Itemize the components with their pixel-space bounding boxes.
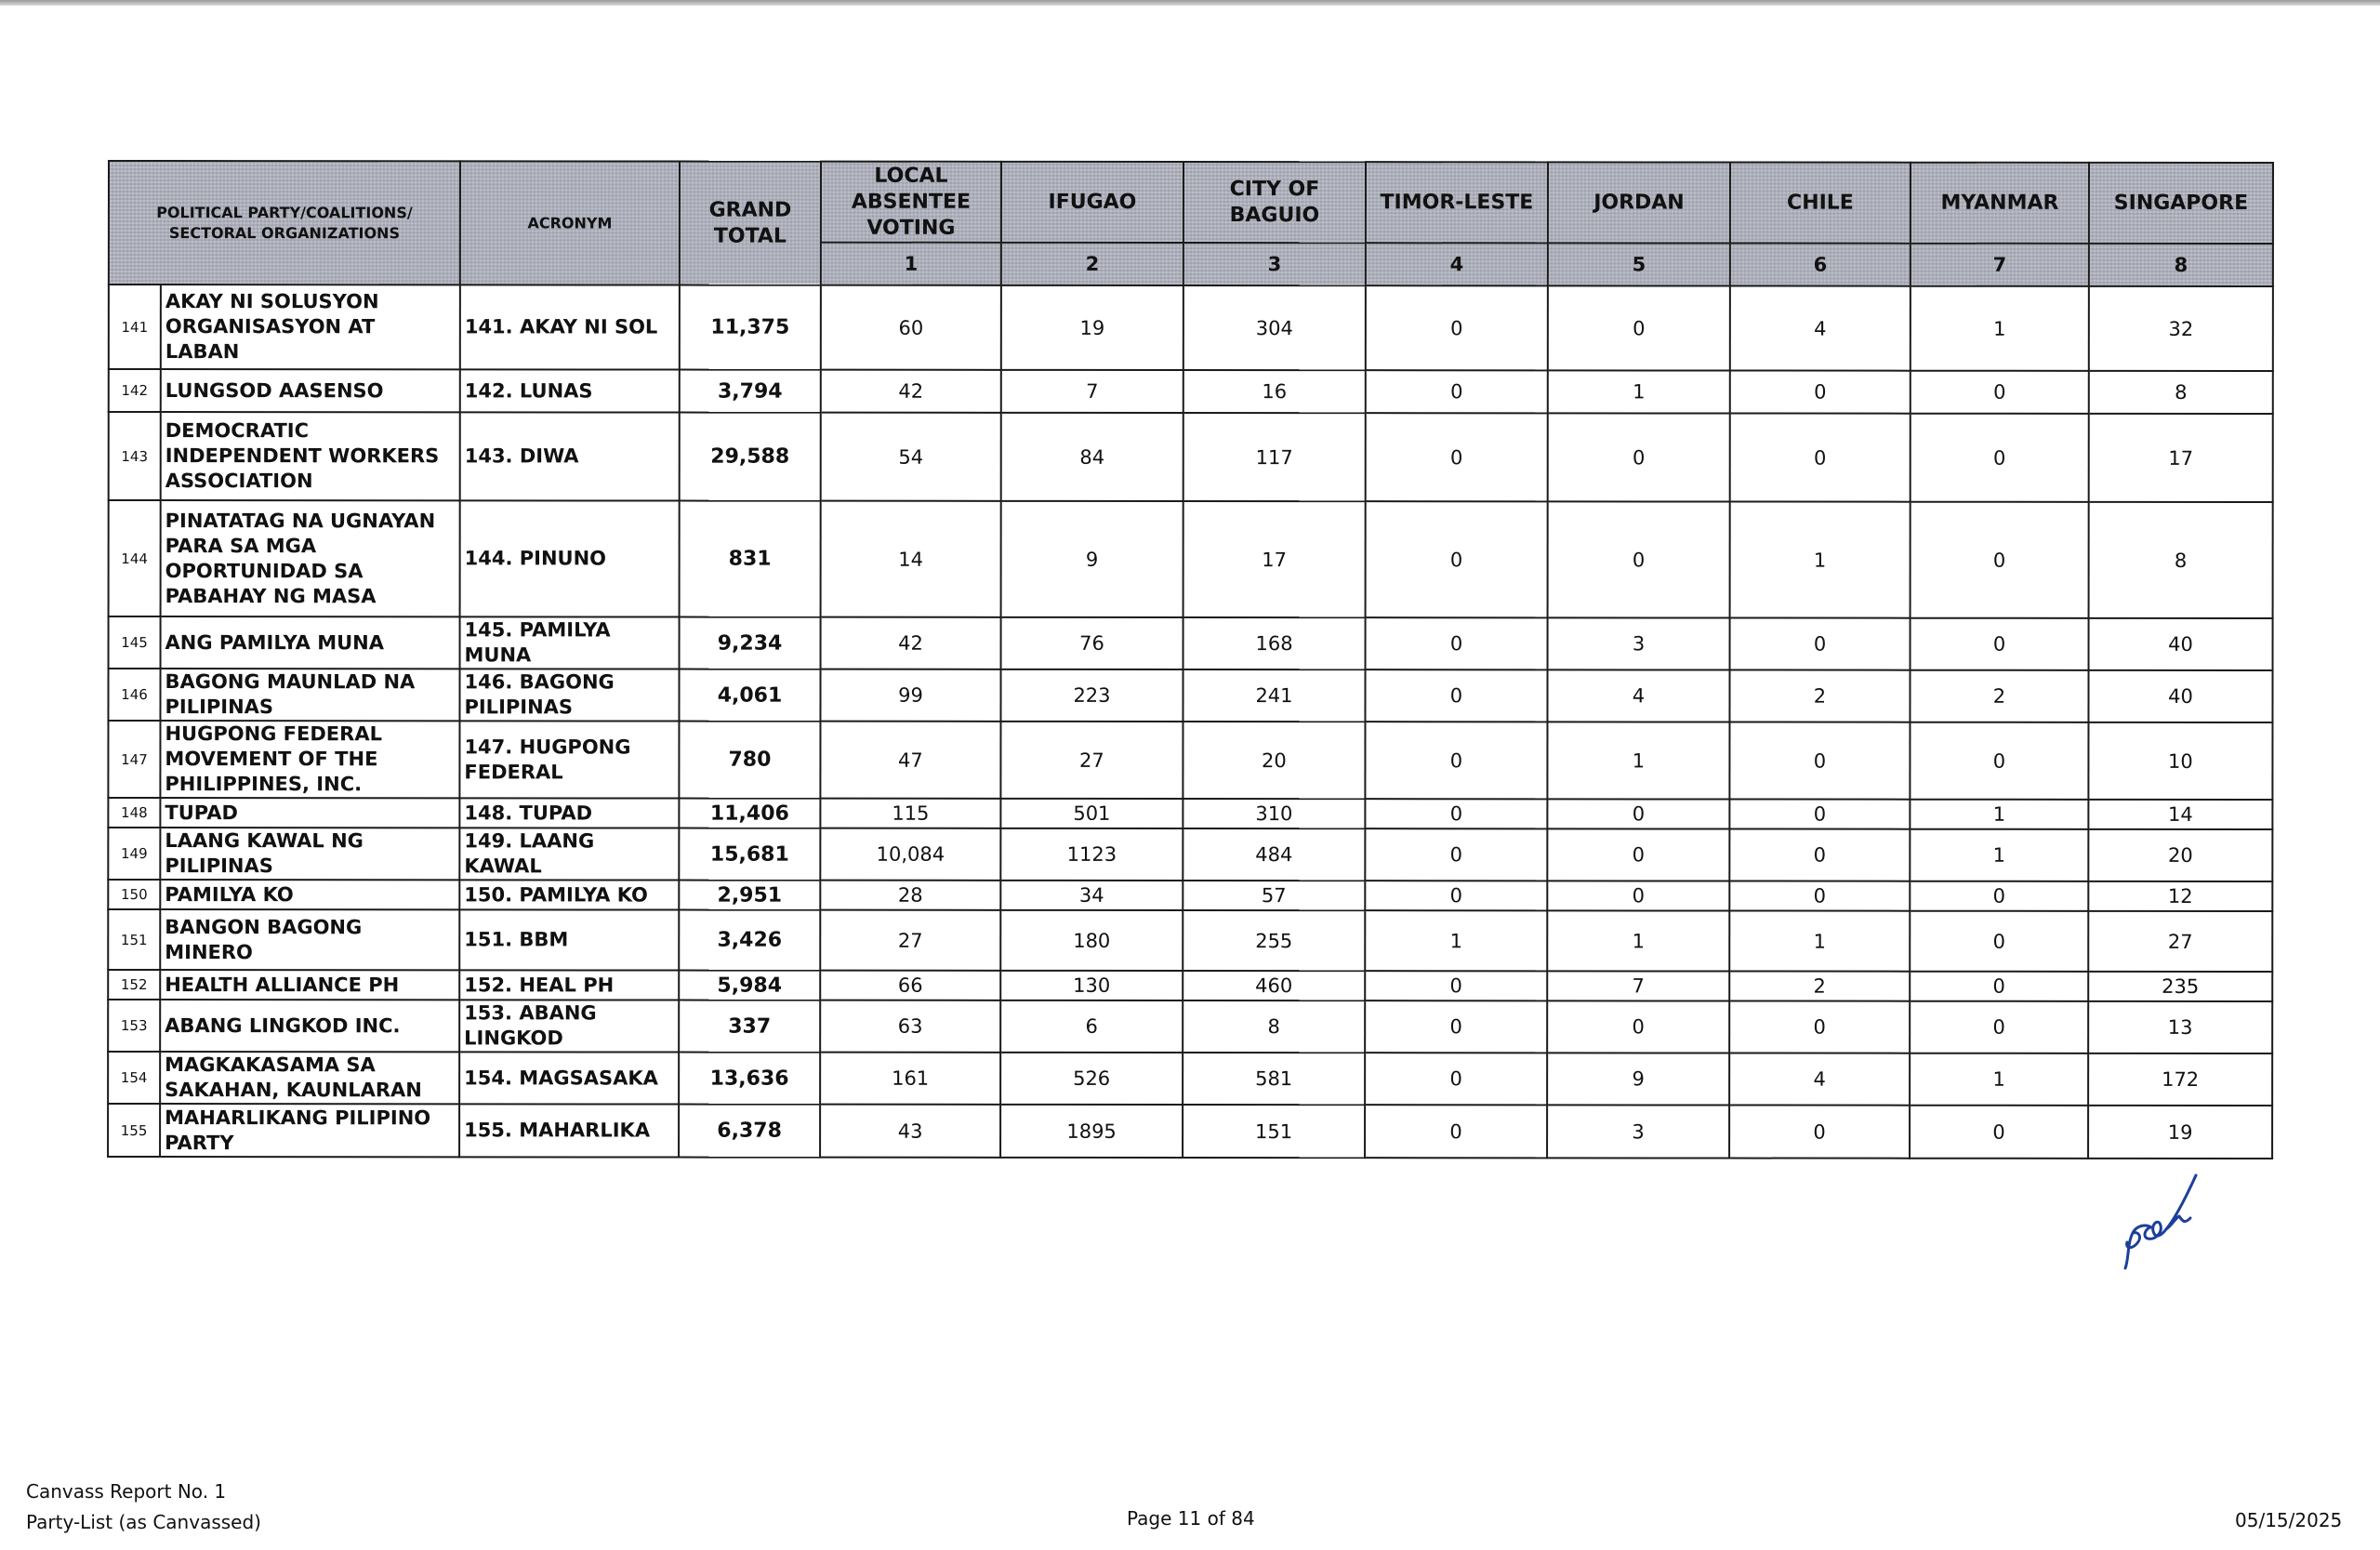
header-num-5: 5 xyxy=(1548,243,1730,285)
footer-page-number: Page 11 of 84 xyxy=(1127,1507,1255,1530)
top-scan-rule xyxy=(0,0,2380,6)
header-acronym: ACRONYM xyxy=(460,161,680,285)
vote-count-cell: 40 xyxy=(2088,670,2272,722)
vote-count-cell: 0 xyxy=(1729,722,1910,800)
header-col-city-of-baguio: CITY OF BAGUIO xyxy=(1183,162,1366,243)
table-body xyxy=(108,285,2273,1159)
vote-count-cell: 1 xyxy=(1910,1053,2088,1106)
vote-count-cell: 32 xyxy=(2089,286,2273,371)
table-row xyxy=(108,1104,2272,1159)
footer-report-title: Canvass Report No. 1 xyxy=(26,1480,227,1503)
table-row xyxy=(108,1000,2272,1053)
header-col-chile: CHILE xyxy=(1730,163,1911,244)
header-col-local-absentee-voting: LOCAL ABSENTEE VOTING xyxy=(821,162,1001,243)
vote-count-cell: 0 xyxy=(1365,1000,1547,1053)
party-name: TUPAD xyxy=(160,798,459,828)
vote-count-cell: 0 xyxy=(1366,370,1548,413)
table-row xyxy=(109,285,2273,371)
grand-total-cell: 3,426 xyxy=(679,910,820,971)
vote-count-cell: 27 xyxy=(820,910,1000,971)
table-row xyxy=(108,721,2272,800)
vote-count-cell: 0 xyxy=(1366,617,1548,669)
vote-count-cell: 2 xyxy=(1910,670,2088,722)
vote-count-cell: 10,084 xyxy=(820,828,1000,881)
vote-count-cell: 130 xyxy=(1000,971,1183,1000)
party-acronym: 149. LAANG KAWAL xyxy=(459,828,679,880)
party-acronym: 144. PINUNO xyxy=(460,500,680,616)
vote-count-cell: 3 xyxy=(1547,1105,1729,1158)
table-row xyxy=(108,970,2272,1001)
vote-count-cell: 40 xyxy=(2089,618,2273,670)
vote-count-cell: 0 xyxy=(1910,1106,2088,1159)
grand-total-cell: 13,636 xyxy=(679,1053,820,1105)
grand-total-cell: 2,951 xyxy=(679,881,820,910)
vote-count-cell: 1 xyxy=(1547,722,1729,799)
vote-count-cell: 17 xyxy=(2089,414,2273,502)
grand-total-cell: 5,984 xyxy=(679,971,820,1000)
vote-count-cell: 0 xyxy=(1729,1001,1910,1053)
vote-count-cell: 0 xyxy=(1365,828,1547,881)
table-row xyxy=(108,798,2272,829)
vote-count-cell: 310 xyxy=(1183,799,1365,828)
vote-count-cell: 0 xyxy=(1365,669,1547,722)
table-row xyxy=(108,880,2272,911)
vote-count-cell: 0 xyxy=(1911,371,2089,414)
row-number: 146 xyxy=(108,669,160,721)
vote-count-cell: 172 xyxy=(2088,1053,2272,1106)
vote-count-cell: 8 xyxy=(1183,1000,1365,1053)
vote-count-cell: 57 xyxy=(1183,881,1365,910)
party-name: BANGON BAGONG MINERO xyxy=(160,909,459,970)
vote-count-cell: 0 xyxy=(1729,881,1910,911)
vote-count-cell: 161 xyxy=(820,1053,1000,1105)
vote-count-cell: 0 xyxy=(1910,1001,2088,1053)
vote-count-cell: 20 xyxy=(2088,829,2272,881)
vote-count-cell: 1 xyxy=(1911,286,2089,371)
vote-count-cell: 1895 xyxy=(1000,1105,1183,1158)
party-acronym: 151. BBM xyxy=(459,909,679,970)
table-row xyxy=(108,909,2272,972)
vote-count-cell: 0 xyxy=(1548,501,1730,617)
vote-count-cell: 0 xyxy=(1547,828,1729,881)
vote-count-cell: 34 xyxy=(1000,881,1183,910)
party-name: LUNGSOD AASENSO xyxy=(161,369,460,412)
vote-count-cell: 4 xyxy=(1547,669,1729,722)
vote-count-cell: 43 xyxy=(820,1105,1000,1158)
vote-count-cell: 0 xyxy=(1548,413,1730,501)
vote-count-cell: 168 xyxy=(1183,617,1366,669)
header-num-6: 6 xyxy=(1730,244,1911,286)
vote-count-cell: 117 xyxy=(1183,413,1366,501)
header-num-1: 1 xyxy=(821,243,1001,285)
header-num-2: 2 xyxy=(1001,243,1183,285)
row-number: 149 xyxy=(108,828,160,880)
grand-total-cell: 11,375 xyxy=(680,285,821,370)
grand-total-cell: 9,234 xyxy=(680,617,821,669)
party-name: ABANG LINGKOD INC. xyxy=(160,1000,459,1052)
vote-count-cell: 151 xyxy=(1183,1105,1365,1158)
vote-count-cell: 526 xyxy=(1000,1053,1183,1105)
vote-count-cell: 13 xyxy=(2088,1001,2272,1053)
vote-count-cell: 84 xyxy=(1001,413,1183,501)
party-acronym: 153. ABANG LINGKOD xyxy=(459,1000,679,1052)
footer-report-subtitle: Party-List (as Canvassed) xyxy=(26,1511,261,1533)
party-acronym: 152. HEAL PH xyxy=(459,970,679,1000)
vote-count-cell: 6 xyxy=(1000,1000,1183,1053)
row-number: 144 xyxy=(109,500,161,616)
party-name: LAANG KAWAL NG PILIPINAS xyxy=(160,828,459,880)
header-col-singapore: SINGAPORE xyxy=(2089,163,2273,244)
grand-total-cell: 15,681 xyxy=(679,828,820,881)
row-number: 151 xyxy=(108,909,160,970)
vote-count-cell: 0 xyxy=(1547,799,1729,828)
party-acronym: 155. MAHARLIKA xyxy=(459,1104,679,1157)
vote-count-cell: 42 xyxy=(821,370,1001,413)
party-acronym: 148. TUPAD xyxy=(459,798,679,828)
vote-count-cell: 0 xyxy=(1547,881,1729,910)
grand-total-cell: 4,061 xyxy=(679,669,820,722)
vote-count-cell: 0 xyxy=(1729,1106,1910,1159)
vote-count-cell: 0 xyxy=(1729,829,1910,881)
vote-count-cell: 27 xyxy=(2088,911,2272,972)
vote-count-cell: 60 xyxy=(821,285,1001,370)
vote-count-cell: 0 xyxy=(1548,285,1730,370)
vote-count-cell: 1 xyxy=(1730,502,1911,618)
vote-count-cell: 1 xyxy=(1910,829,2088,881)
vote-count-cell: 235 xyxy=(2088,972,2272,1001)
vote-count-cell: 9 xyxy=(1547,1053,1729,1105)
vote-count-cell: 54 xyxy=(821,413,1001,501)
vote-count-cell: 12 xyxy=(2088,881,2272,911)
vote-count-cell: 0 xyxy=(1366,285,1548,370)
vote-count-cell: 0 xyxy=(1366,501,1548,617)
table-row xyxy=(109,369,2273,414)
party-acronym: 154. MAGSASAKA xyxy=(459,1052,679,1104)
row-number: 150 xyxy=(108,880,160,909)
header-num-8: 8 xyxy=(2089,244,2273,286)
party-name: MAHARLIKANG PILIPINO PARTY xyxy=(160,1104,459,1157)
vote-count-cell: 7 xyxy=(1547,971,1729,1000)
vote-count-cell: 180 xyxy=(1000,910,1183,971)
vote-count-cell: 8 xyxy=(2089,502,2273,618)
vote-count-cell: 4 xyxy=(1729,1053,1910,1106)
grand-total-cell: 337 xyxy=(679,1000,820,1053)
party-acronym: 150. PAMILYA KO xyxy=(459,880,679,909)
header-col-jordan: JORDAN xyxy=(1548,162,1730,243)
header-col-ifugao: IFUGAO xyxy=(1001,162,1183,243)
party-acronym: 147. HUGPONG FEDERAL xyxy=(459,721,679,798)
vote-count-cell: 0 xyxy=(1729,800,1910,829)
vote-count-cell: 27 xyxy=(1000,722,1183,799)
vote-count-cell: 0 xyxy=(1365,1105,1547,1158)
vote-count-cell: 14 xyxy=(2088,800,2272,829)
row-number: 143 xyxy=(109,412,161,500)
vote-count-cell: 1 xyxy=(1547,910,1729,971)
grand-total-cell: 780 xyxy=(679,722,820,799)
vote-count-cell: 304 xyxy=(1183,285,1366,370)
table-row xyxy=(109,412,2273,502)
vote-count-cell: 99 xyxy=(820,669,1000,722)
party-name: MAGKAKASAMA SA SAKAHAN, KAUNLARAN xyxy=(160,1052,459,1104)
party-name: DEMOCRATIC INDEPENDENT WORKERS ASSOCIATION xyxy=(161,412,460,500)
vote-count-cell: 0 xyxy=(1911,414,2089,502)
table-row xyxy=(109,616,2273,670)
footer-date: 05/15/2025 xyxy=(2235,1509,2343,1531)
vote-count-cell: 28 xyxy=(820,881,1000,910)
party-name: BAGONG MAUNLAD NA PILIPINAS xyxy=(160,669,459,721)
vote-count-cell: 581 xyxy=(1183,1053,1365,1105)
vote-count-cell: 0 xyxy=(1911,502,2089,618)
canvass-table xyxy=(107,160,2274,1159)
vote-count-cell: 66 xyxy=(820,971,1000,1000)
party-acronym: 145. PAMILYA MUNA xyxy=(460,616,680,669)
row-number: 145 xyxy=(109,616,161,669)
grand-total-cell: 3,794 xyxy=(680,370,821,413)
party-name: HEALTH ALLIANCE PH xyxy=(160,970,459,1000)
vote-count-cell: 8 xyxy=(2089,371,2273,414)
vote-count-cell: 47 xyxy=(820,722,1000,799)
vote-count-cell: 0 xyxy=(1365,971,1547,1000)
vote-count-cell: 42 xyxy=(821,617,1001,669)
vote-count-cell: 0 xyxy=(1910,881,2088,911)
vote-count-cell: 0 xyxy=(1366,413,1548,501)
header-col-timor-leste: TIMOR-LESTE xyxy=(1366,162,1548,243)
row-number: 155 xyxy=(108,1104,160,1157)
vote-count-cell: 10 xyxy=(2088,722,2272,800)
vote-count-cell: 7 xyxy=(1001,370,1183,413)
vote-count-cell: 9 xyxy=(1001,501,1183,617)
party-acronym: 141. AKAY NI SOL xyxy=(460,285,680,369)
vote-count-cell: 3 xyxy=(1548,617,1730,669)
header-col-myanmar: MYANMAR xyxy=(1911,163,2089,244)
row-number: 147 xyxy=(108,721,160,798)
vote-count-cell: 0 xyxy=(1730,414,1911,502)
vote-count-cell: 19 xyxy=(1001,285,1183,370)
party-acronym: 142. LUNAS xyxy=(460,369,680,412)
signature-mark xyxy=(2118,1172,2202,1274)
vote-count-cell: 0 xyxy=(1910,972,2088,1001)
vote-count-cell: 255 xyxy=(1183,910,1365,971)
party-name: AKAY NI SOLUSYON ORGANISASYON AT LABAN xyxy=(161,285,460,369)
party-acronym: 146. BAGONG PILIPINAS xyxy=(459,669,679,721)
vote-count-cell: 0 xyxy=(1730,371,1911,414)
vote-count-cell: 4 xyxy=(1730,286,1911,371)
party-name: PAMILYA KO xyxy=(160,880,459,909)
grand-total-cell: 831 xyxy=(680,501,821,617)
vote-count-cell: 1123 xyxy=(1000,828,1183,881)
vote-count-cell: 1 xyxy=(1365,910,1547,971)
vote-count-cell: 20 xyxy=(1183,722,1365,799)
row-number: 142 xyxy=(109,369,161,412)
vote-count-cell: 0 xyxy=(1547,1000,1729,1053)
grand-total-cell: 29,588 xyxy=(680,413,821,501)
vote-count-cell: 0 xyxy=(1911,618,2089,670)
header-num-3: 3 xyxy=(1183,243,1366,285)
table-row xyxy=(108,828,2272,881)
vote-count-cell: 2 xyxy=(1729,670,1910,722)
row-number: 153 xyxy=(108,1000,160,1052)
header-row xyxy=(109,161,2273,244)
vote-count-cell: 16 xyxy=(1183,370,1366,413)
vote-count-cell: 2 xyxy=(1729,972,1910,1001)
vote-count-cell: 0 xyxy=(1365,1053,1547,1105)
vote-count-cell: 1 xyxy=(1548,370,1730,413)
vote-count-cell: 19 xyxy=(2088,1106,2272,1159)
table-row xyxy=(108,669,2272,722)
row-number: 148 xyxy=(108,798,160,828)
party-name: PINATATAG NA UGNAYAN PARA SA MGA OPORTUNIDAD SA PABAHAY NG MASA xyxy=(161,500,460,616)
header-num-7: 7 xyxy=(1911,244,2089,286)
vote-count-cell: 0 xyxy=(1910,722,2088,800)
vote-count-cell: 0 xyxy=(1365,881,1547,910)
party-acronym: 143. DIWA xyxy=(460,412,680,500)
vote-count-cell: 0 xyxy=(1365,799,1547,828)
vote-count-cell: 63 xyxy=(820,1000,1000,1053)
vote-count-cell: 14 xyxy=(821,501,1001,617)
vote-count-cell: 1 xyxy=(1729,911,1910,972)
table-row xyxy=(109,500,2273,618)
header-num-4: 4 xyxy=(1366,243,1548,285)
vote-count-cell: 17 xyxy=(1183,501,1366,617)
vote-count-cell: 0 xyxy=(1365,722,1547,799)
vote-count-cell: 241 xyxy=(1183,669,1365,722)
vote-count-cell: 0 xyxy=(1730,618,1911,670)
party-name: HUGPONG FEDERAL MOVEMENT OF THE PHILIPPINES, INC. xyxy=(160,721,459,798)
vote-count-cell: 115 xyxy=(820,799,1000,828)
vote-count-cell: 501 xyxy=(1000,799,1183,828)
table-row xyxy=(108,1052,2272,1106)
row-number: 141 xyxy=(109,285,161,369)
vote-count-cell: 1 xyxy=(1910,800,2088,829)
grand-total-cell: 11,406 xyxy=(679,799,820,828)
grand-total-cell: 6,378 xyxy=(679,1105,820,1158)
header-grand-total: GRAND TOTAL xyxy=(680,162,821,285)
vote-count-cell: 0 xyxy=(1910,911,2088,972)
party-name: ANG PAMILYA MUNA xyxy=(161,616,460,669)
vote-count-cell: 223 xyxy=(1000,669,1183,722)
footer-report-info xyxy=(26,1477,261,1538)
vote-count-cell: 460 xyxy=(1183,971,1365,1000)
vote-count-cell: 76 xyxy=(1001,617,1183,669)
vote-count-cell: 484 xyxy=(1183,828,1365,881)
header-party: POLITICAL PARTY/COALITIONS/ SECTORAL ORGANIZATIONS xyxy=(109,161,460,285)
row-number: 152 xyxy=(108,970,160,1000)
row-number: 154 xyxy=(108,1052,160,1104)
